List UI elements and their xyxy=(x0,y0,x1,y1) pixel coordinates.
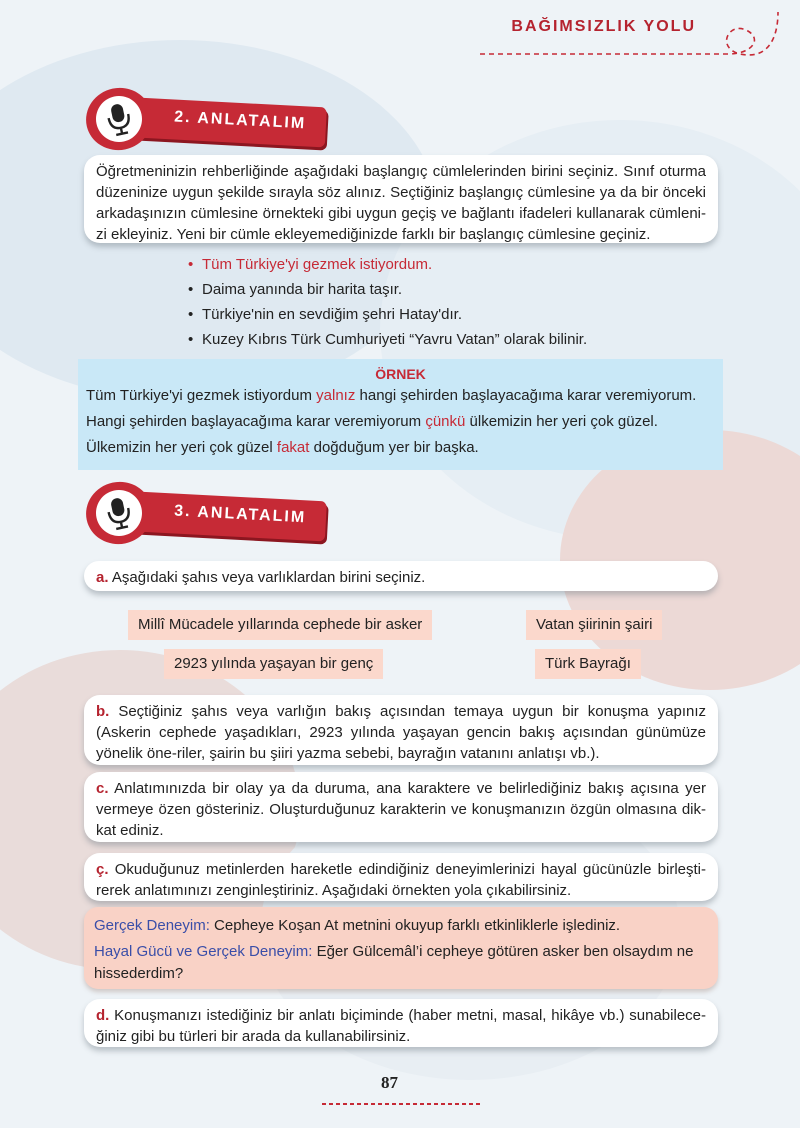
list-item: • Daima yanında bir harita taşır. xyxy=(188,277,587,302)
list-item: • Kuzey Kıbrıs Türk Cumhuriyeti “Yavru Vatan” olarak bilinir. xyxy=(188,327,587,352)
task-letter: d. xyxy=(96,1007,110,1024)
task-text: Konuşmanızı istediğiniz bir anlatı biçiminde (haber metni, masal, hikâye vb.) sunabilece-ğiniz gibi bu türleri bir arada da kullanabilirsiniz. xyxy=(96,1007,706,1045)
task-b-box xyxy=(84,695,718,765)
choice-chip: 2923 yılında yaşayan bir genç xyxy=(164,649,383,679)
task-letter: b. xyxy=(96,703,110,720)
example-line: Hangi şehirden başlayacağıma karar veremiyorum çünkü ülkemizin her yeri çok güzel. xyxy=(86,413,658,430)
task-letter: ç. xyxy=(96,861,109,878)
microphone-icon xyxy=(80,476,157,550)
experience-label: Gerçek Deneyim: xyxy=(94,917,210,934)
starter-sentence-list xyxy=(188,252,587,352)
choice-chip: Millî Mücadele yıllarında cephede bir asker xyxy=(128,610,432,640)
list-item: • Tüm Türkiye'yi gezmek istiyordum. xyxy=(188,252,587,277)
real-experience-line: Gerçek Deneyim: Cepheye Koşan At metnini okuyup farklı etkinliklerle işlediniz. xyxy=(94,917,621,934)
section-header-3 xyxy=(80,478,330,548)
page-number: 87 xyxy=(381,1073,398,1092)
section-title: 2. ANLATALIM xyxy=(173,108,307,133)
microphone-icon xyxy=(80,82,157,156)
task-text: Anlatımınızda bir olay ya da duruma, ana karaktere ve belirlediğiniz bakış açısına yer vermeye özen gösteriniz. Oluşturduğunuz karakterin ve konuşmanızın özgün olmasına dik-kat ediniz. xyxy=(96,780,706,839)
task-d-box xyxy=(84,999,718,1047)
instructions-text: Öğretmeninizin rehberliğinde aşağıdaki başlangıç cümlelerinden birini seçiniz. Sınıf oturma düzeninize uygun şekilde sırayla söz alınız. Seçtiğiniz başlangıç cümlesine ya da bir önceki arkadaşınızın cümlesine örnekteki gibi uygun geçiş ve bağlantı ifadeleri kullanarak cümleni-zi ekleyiniz. Yeni bir cümle ekleyemediğinizde farklı bir başlangıç cümlesine geçiniz. xyxy=(96,163,706,243)
connector-word: çünkü xyxy=(425,413,466,430)
task-c-box xyxy=(84,772,718,842)
choice-chip: Vatan şiirinin şairi xyxy=(526,610,662,640)
example-title: ÖRNEK xyxy=(375,366,426,382)
imagination-experience-line: Hayal Gücü ve Gerçek Deneyim: Eğer Gülcemâl’i cepheye götüren asker ben olsaydım ne hissederdim? xyxy=(94,943,694,982)
task-c-cedilla-box xyxy=(84,853,718,901)
section-title: 3. ANLATALIM xyxy=(173,502,307,527)
connector-word: fakat xyxy=(276,439,310,456)
experience-example-box xyxy=(84,907,718,989)
task-text: Seçtiğiniz şahıs veya varlığın bakış açısından temaya uygun bir konuşma yapınız (Askerin cephede yaşadıkları, 2923 yılında yaşayan gencin bakış açısından günümüze yönelik öne-riler, şairin bu şiiri yazma sebebi, bayrağın vatanını anlatışı vb.). xyxy=(96,703,706,762)
connector-word: yalnız xyxy=(316,387,356,404)
choice-chip: Türk Bayrağı xyxy=(535,649,641,679)
example-box xyxy=(78,359,723,470)
section-header-2 xyxy=(80,84,330,154)
task-text: Aşağıdaki şahıs veya varlıklardan birini seçiniz. xyxy=(108,569,426,586)
header-dashed-line xyxy=(478,8,800,68)
experience-label: Hayal Gücü ve Gerçek Deneyim: xyxy=(94,943,313,960)
instructions-box xyxy=(84,155,718,243)
example-line: Ülkemizin her yeri çok güzel fakat doğduğum yer bir başka. xyxy=(86,439,479,456)
chapter-title: BAĞIMSIZLIK YOLU xyxy=(511,18,696,35)
task-a-box xyxy=(84,561,718,591)
task-text: Okuduğunuz metinlerden hareketle edindiğiniz deneyimlerinizi hayal gücünüzle birleşti-rerek anlatımınızı zenginleştiriniz. Aşağıdaki örnekten yola çıkabilirsiniz. xyxy=(96,861,706,899)
footer-dashed-line xyxy=(322,1100,480,1108)
task-letter: c. xyxy=(96,780,109,797)
example-line: Tüm Türkiye'yi gezmek istiyordum yalnız hangi şehirden başlayacağıma karar veremiyorum. xyxy=(86,387,697,404)
task-letter: a. xyxy=(96,569,109,586)
list-item: • Türkiye'nin en sevdiğim şehri Hatay'dır. xyxy=(188,302,587,327)
